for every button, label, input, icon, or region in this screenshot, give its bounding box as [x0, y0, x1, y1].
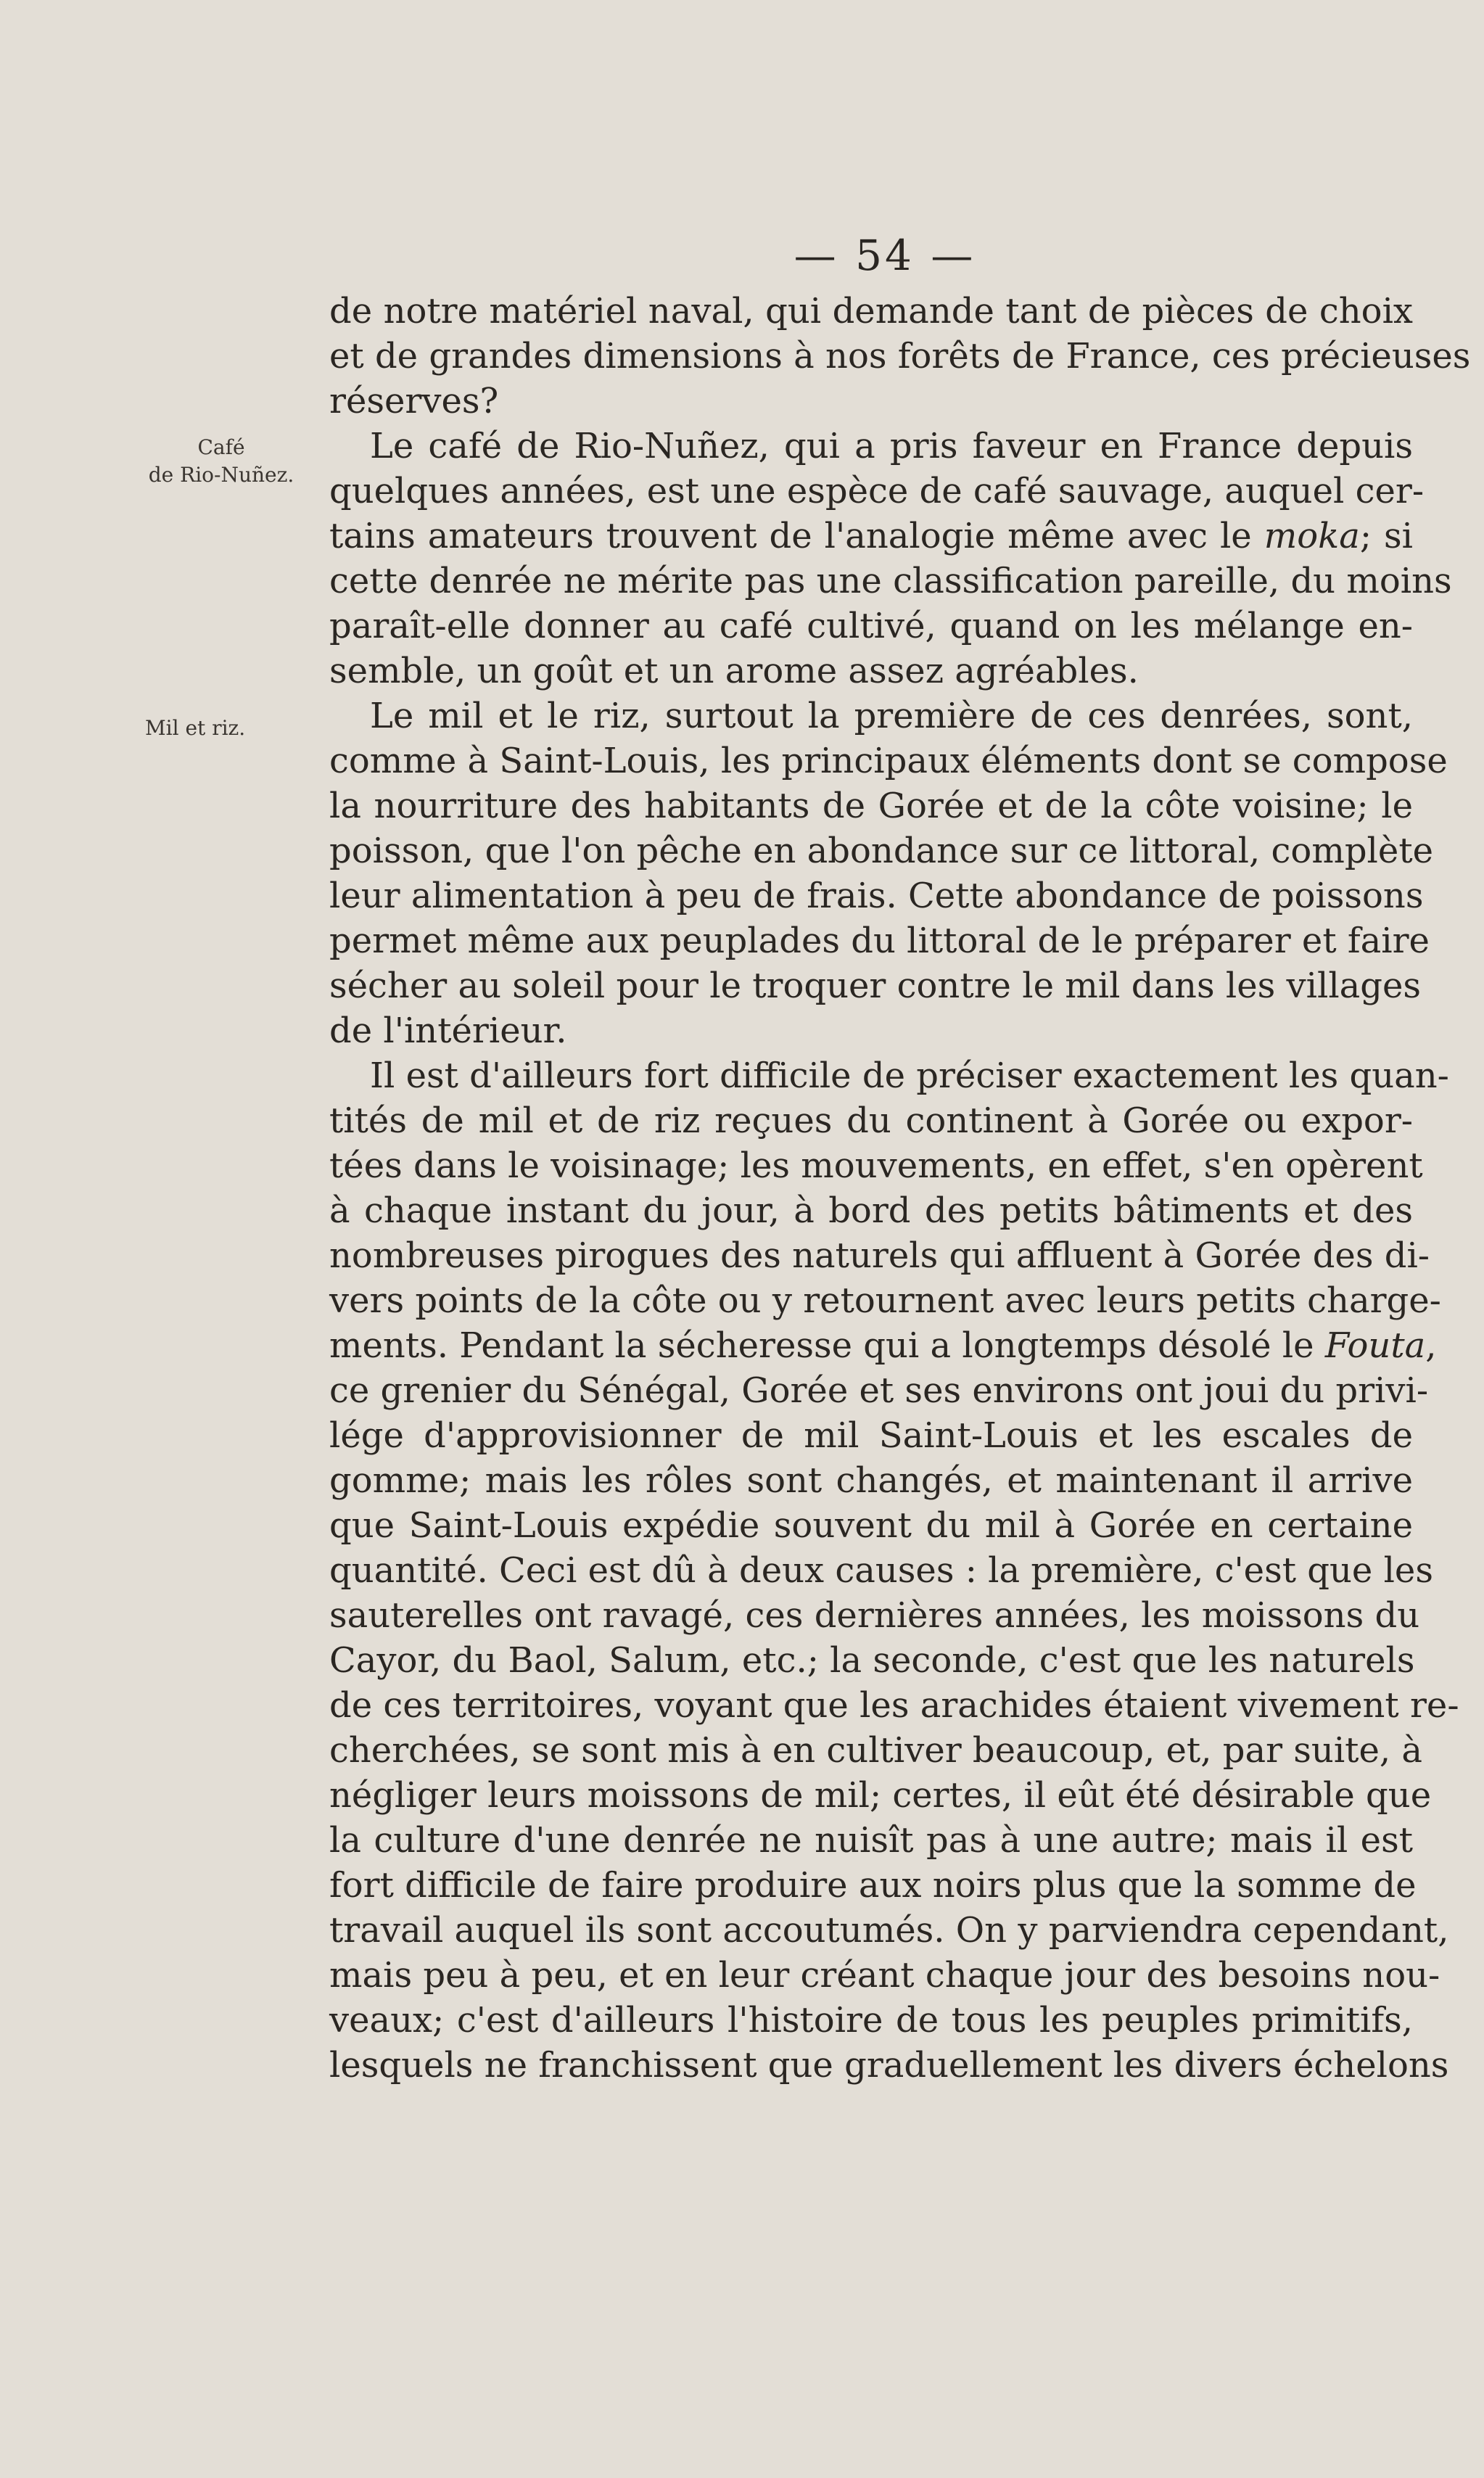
body-text	[329, 289, 1471, 2088]
text-fragment: ,	[1425, 1325, 1437, 1366]
text-line: Cayor, du Baol, Salum, etc.; la seconde, c'est que les naturels	[329, 1640, 1415, 1681]
text-line: veaux; c'est d'ailleurs l'histoire de tous les peuples primitifs,	[329, 2000, 1413, 2041]
text-fragment: ; si	[1359, 516, 1414, 556]
text-line: ce grenier du Sénégal, Gorée et ses environs ont joui du privi-	[329, 1370, 1429, 1411]
text-line: la culture d'une denrée ne nuisît pas à une autre; mais il est	[329, 1820, 1413, 1861]
italic-word-moka: moka	[1264, 516, 1360, 556]
text-line: Le mil et le riz, surtout la première de ces denrées, sont,	[370, 696, 1413, 736]
text-line: et de grandes dimensions à nos forêts de France, ces précieuses	[329, 336, 1471, 376]
margin-note-cafe	[109, 434, 334, 489]
text-line: lesquels ne franchissent que graduellement les divers échelons	[329, 2045, 1449, 2086]
text-line: semble, un goût et un arome assez agréables.	[329, 651, 1139, 691]
text-line: lége d'approvisionner de mil Saint-Louis et les escales de	[329, 1415, 1413, 1456]
text-line: négliger leurs moissons de mil; certes, il eût été désirable que	[329, 1775, 1432, 1816]
page-number: — 54 —	[793, 231, 976, 280]
text-line: de notre matériel naval, qui demande tant de pièces de choix	[329, 291, 1413, 332]
text-line: la nourriture des habitants de Gorée et de la côte voisine; le	[329, 786, 1413, 826]
text-line: nombreuses pirogues des naturels qui affluent à Gorée des di-	[329, 1235, 1430, 1276]
text-line: mais peu à peu, et en leur créant chaque jour des besoins nou-	[329, 1955, 1440, 1996]
text-line: Le café de Rio-Nuñez, qui a pris faveur en France depuis	[370, 426, 1413, 466]
text-line: travail auquel ils sont accoutumés. On y parviendra cependant,	[329, 1910, 1449, 1951]
text-line: à chaque instant du jour, à bord des petits bâtiments et des	[329, 1190, 1413, 1231]
text-line: Il est d'ailleurs fort difficile de préciser exactement les quan-	[370, 1055, 1449, 1096]
italic-word-fouta: Fouta	[1324, 1325, 1426, 1366]
text-fragment: tains amateurs trouvent de l'analogie même avec le	[329, 516, 1264, 556]
text-line: de l'intérieur.	[329, 1010, 567, 1051]
text-fragment: ments. Pendant la sécheresse qui a longtemps désolé le	[329, 1325, 1325, 1366]
text-line: leur alimentation à peu de frais. Cette abondance de poissons	[329, 876, 1424, 916]
text-line: cette denrée ne mérite pas une classification pareille, du moins	[329, 561, 1452, 601]
text-line: tées dans le voisinage; les mouvements, en effet, s'en opèrent	[329, 1145, 1423, 1186]
text-line: de ces territoires, voyant que les arachides étaient vivement re-	[329, 1685, 1459, 1726]
text-line: vers points de la côte ou y retournent avec leurs petits charge-	[329, 1280, 1441, 1321]
text-line: permet même aux peuplades du littoral de le préparer et faire	[329, 921, 1430, 961]
text-line: quelques années, est une espèce de café sauvage, auquel cer-	[329, 471, 1425, 511]
text-line: cherchées, se sont mis à en cultiver beaucoup, et, par suite, à	[329, 1730, 1423, 1771]
margin-note-cafe-text: Café de Rio-Nuñez.	[148, 435, 294, 487]
text-line: réserves?	[329, 381, 499, 421]
text-line: fort difficile de faire produire aux noirs plus que la somme de	[329, 1865, 1417, 1906]
text-line: comme à Saint-Louis, les principaux éléments dont se compose	[329, 741, 1448, 781]
text-line: que Saint-Louis expédie souvent du mil à Gorée en certaine	[329, 1505, 1413, 1546]
margin-note-mil: Mil et riz.	[145, 716, 246, 740]
text-line: sécher au soleil pour le troquer contre le mil dans les villages	[329, 966, 1422, 1006]
text-line	[329, 514, 1413, 559]
text-line: tités de mil et de riz reçues du continent à Gorée ou expor-	[329, 1100, 1413, 1141]
text-line: paraît-elle donner au café cultivé, quand on les mélange en-	[329, 606, 1413, 646]
text-line: quantité. Ceci est dû à deux causes : la première, c'est que les	[329, 1550, 1433, 1591]
text-line: gomme; mais les rôles sont changés, et maintenant il arrive	[329, 1460, 1413, 1501]
text-line	[329, 1323, 1437, 1368]
text-line: sauterelles ont ravagé, ces dernières années, les moissons du	[329, 1595, 1420, 1636]
text-line: poisson, que l'on pêche en abondance sur ce littoral, complète	[329, 831, 1434, 871]
